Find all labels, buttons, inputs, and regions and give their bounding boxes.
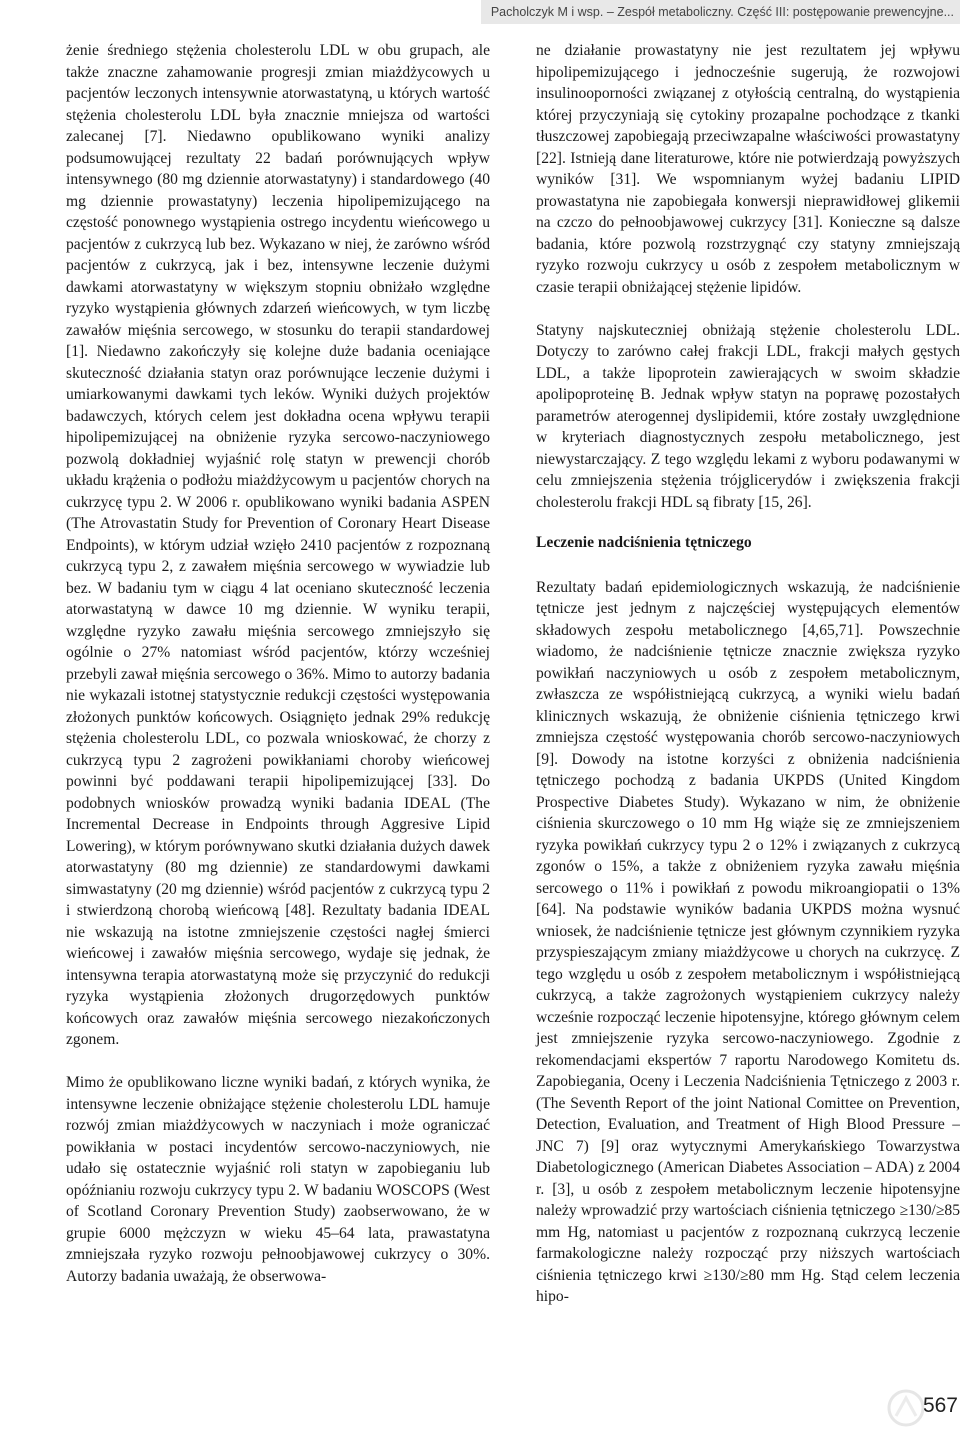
body-paragraph: Statyny najskuteczniej obniżają stężenie cholesterolu LDL. Dotyczy to zarówno całej frakcji LDL, frakcji małych gęstych LDL, a także lipoprotein zawierających w swoim składzie apolipoproteinę B. Jednak wpływ statyn na poprawę pozostałych parametrów aterogennej dyslipidemii, które zostały uwzględnione w kryteriach diagnostycznych zespołu metabolicznego, jest niewystarczający. Z tego względu lekami z wyboru podawanymi w celu zmniejszenia stężenia trójglicerydów i zwiększenia frakcji cholesterolu frakcji HDL są fibraty [15, 26]. <box>536 321 960 511</box>
publisher-mark-icon <box>886 1388 926 1428</box>
section-heading: Leczenie nadciśnienia tętniczego <box>536 534 752 551</box>
right-column <box>536 40 960 1308</box>
left-column <box>66 40 490 1287</box>
body-paragraph: Mimo że opublikowano liczne wyniki badań, z których wynika, że intensywne leczenie obniżające stężenie cholesterolu LDL hamuje rozwój zmian miażdżycowych w naczyniach i może ograniczać powikłania w postaci incydentów sercowo-naczyniowych, nie udało się ostatecznie wyjaśnić roli statyn w zapobieganiu lub opóźnianiu rozwoju cukrzycy typu 2. W badaniu WOSCOPS (West of Scotland Coronary Prevention Study) zaobserwowano, że w grupie 6000 mężczyzn w wieku 45–64 lata, prawastatyna zmniejszała ryzyko rozwoju pełnoobjawowej cukrzycy o 30%. Autorzy badania uważają, że obserwowa- <box>66 1074 490 1285</box>
running-header: Pacholczyk M i wsp. – Zespół metaboliczny. Część III: postępowanie prewencyjne... <box>481 0 960 24</box>
body-paragraph: ne działanie prowastatyny nie jest rezultatem jej wpływu hipolipemizującego i jednocześnie sugerują, że rozwojowi insulinooporności związanej z otyłością centralną, do wystąpienia której przyczyniają się cytokiny prozapalne pochodzące z tkanki tłuszczowej zapobiegają przeciwzapalne właściwości prowastatyny [22]. Istnieją dane literaturowe, które nie potwierdzają powyższych wyników [31]. We wspomnianym wyżej badaniu LIPID prowastatyna nie zapobiegała konwersji nieprawidłowej glikemii na czczo do pełnoobjawowej cukrzycy [31]. Konieczne są dalsze badania, które pozwolą rozstrzygnąć czy statyny zmniejszają ryzyko rozwoju cukrzycy u osób z zespołem metabolicznym w czasie terapii obniżającej stężenie lipidów. <box>536 42 960 296</box>
body-paragraph: żenie średniego stężenia cholesterolu LDL w obu grupach, ale także znaczne zahamowanie progresji zmian miażdżycowych u pacjentów leczonych intensywnie atorwastatyną, u których wartość stężenia cholesterolu LDL była znacznie mniejsza od wartości zalecanej [7]. Niedawno opublikowano wyniki analizy podsumowującej rezultaty 22 badań porównujących wpływ intensywnego (80 mg dziennie atorwastatyny) i standardowego (40 mg dziennie prowastatyny) leczenia hipolipemizującego na częstość ponownego wystąpienia ostrego incydentu wieńcowego u pacjentów z cukrzycą lub bez. Wykazano w niej, że zarówno wśród pacjentów z cukrzycą, jak i bez, intensywne leczenie dużymi dawkami atorwastatyny w większym stopniu obniżało względne ryzyko wystąpienia głównych zdarzeń wieńcowych, w tym liczbę zawałów mięśnia sercowego, w stosunku do terapii standardowej [1]. Niedawno zakończyły się kolejne duże badania oceniające skuteczność działania statyn oraz porównujące leczenie dużymi i umiarkowanymi dawkami tych leków. Wyniki dużych projektów badawczych, których celem jest dokładna ocena wpływu terapii hipolipemizującej na obniżenie ryzyka sercowo-naczyniowego pozwolą dokładniej wyjaśnić rolę statyn w prewencji chorób układu krążenia o podłożu miażdżycowym u pacjentów chorych na cukrzycę typu 2. W 2006 r. opublikowano wyniki badania ASPEN (The Atrovastatin Study for Prevention of Coronary Heart Disease Endpoints), w którym udział wzięło 2410 pacjentów z rozpoznaną cukrzycą typu 2, z zawałem mięśnia sercowego w wywiadzie lub bez. W badaniu tym w ciągu 4 lat oceniano skuteczność leczenia atorwastatyną w dawce 10 mg dziennie. W wyniku terapii, względne ryzyko zawału mięśnia sercowego zmniejszyło się ogólnie o 27% natomiast wśród pacjentów, którzy wcześniej przebyli zawał mięśnia sercowego o 36%. Mimo to autorzy badania nie wykazali istotnej statystycznie redukcji częstości występowania złożonych punktów końcowych. Osiągnięto jednak 29% redukcję stężenia cholesterolu LDL, co pozwala wnioskować, że chorzy z cukrzycą typu 2 zagrożeni powikłaniami choroby wieńcowej powinni być poddawani terapii hipolipemizującej [33]. Do podobnych wniosków prowadzą wyniki badania IDEAL (The Incremental Decrease in Endpoints through Aggresive Lipid Lowering), w którym porównywano skutki działania dużych dawek atorwastatyny (80 mg dziennie) ze standardowymi dawkami simwastatyny (20 mg dziennie) wśród pacjentów z cukrzycą typu 2 i stwierdzoną chorobą wieńcową [48]. Rezultaty badania IDEAL nie wskazują na istotne zmniejszenie częstości nagłej śmierci wieńcowej i zawałów mięśnia sercowego, wydaje się jednak, że intensywna terapia atorwastatyną może się przyczynić do redukcji ryzyka wystąpienia złożonych drugorzędowych punktów końcowych oraz zawałów mięśnia sercowego niezakończonych zgonem. <box>66 42 490 1048</box>
body-paragraph: Rezultaty badań epidemiologicznych wskazują, że nadciśnienie tętnicze jest jednym z najczęściej występujących elementów składowych zespołu metabolicznego [4,65,71]. Powszechnie wiadomo, że nadciśnienie tętnicze znacznie zwiększa ryzyko powikłań naczyniowych u osób z zespołem metabolicznym, zwłaszcza ze współistniejącą cukrzycą, a wyniki wielu badań klinicznych wskazują, że obniżenie ciśnienia tętniczego krwi zmniejsza częstość występowania chorób sercowo-naczyniowych [9]. Dowody na istotne korzyści z obniżenia nadciśnienia tętniczego pochodzą z badania UKPDS (United Kingdom Prospective Diabetes Study). Wykazano w nim, że obniżenie ciśnienia skurczowego o 10 mm Hg wiąże się ze zmniejszeniem ryzyka powikłań cukrzycy typu 2 o 12% i związanych z cukrzycą zgonów o 15%, a także z obniżeniem ryzyka zawału mięśnia sercowego o 11% i powikłań z powodu mikroangiopatii o 13% [64]. Na podstawie wyników badania UKPDS można wysnuć wniosek, że nadciśnienie tętnicze jest głównym czynnikiem ryzyka przyspieszającym zmiany miażdżycowe u chorych na cukrzycę. Z tego względu u osób z zespołem metabolicznym i współistniejącą cukrzycą, a także zagrożonych wystąpieniem cukrzycy należy wcześnie rozpocząć leczenie hipotensyjne, którego głównym celem jest zmniejszenie ryzyka sercowo-naczyniowego. Zgodnie z rekomendacjami ekspertów 7 raportu Narodowego Komitetu ds. Zapobiegania, Oceny i Leczenia Nadciśnienia Tętniczego z 2003 r. (The Seventh Report of the joint National Comittee on Prevention, Detection, Evaluation, and Treatment of High Blood Pressure – JNC 7) [9] oraz wytycznymi Amerykańskiego Towarzystwa Diabetologicznego (American Diabetes Association – ADA) z 2004 r. [3], u osób z zespołem metabolicznym leczenie hipotensyjne należy wprowadzić przy wartościach ciśnienia tętniczego ≥130/≥85 mm Hg, natomiast u pacjentów z rozpoznaną cukrzycą leczenie farmakologiczne należy rozpocząć przy niższych wartościach ciśnienia tętniczego krwi ≥130/≥80 mm Hg. Stąd celem leczenia hipo- <box>536 578 960 1305</box>
page-number: 567 <box>922 1394 958 1417</box>
